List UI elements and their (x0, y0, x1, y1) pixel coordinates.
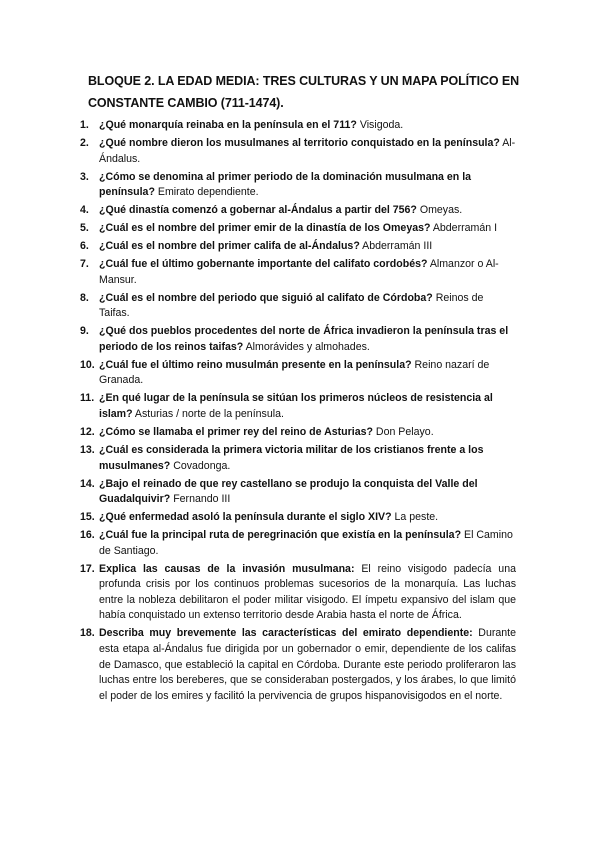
answer-text: Durante esta etapa al-Ándalus fue dirigida por un gobernador o emir, dependiente de los califas de Damasco, que estableció la capital en Córdoba. Durante este periodo proliferaron las luchas entre los bereberes, que se consideraban postergados, y los árabes, lo que limitó el poder de los emires y facilitó la pervivencia de grupos hispanovisigodos en el norte. (99, 627, 516, 702)
question-text: ¿Cuál es el nombre del primer emir de la dinastía de los Omeyas? (99, 222, 431, 235)
question-number: 8. (80, 291, 89, 304)
question-text: Explica las causas de la invasión musulmana: (99, 562, 355, 575)
question-item (80, 528, 516, 559)
question-item (80, 239, 516, 255)
answer-text: Covadonga. (173, 459, 231, 472)
question-item (80, 221, 516, 237)
question-text: ¿Qué monarquía reinaba en la península en el 711? (99, 119, 357, 131)
question-number: 18. (80, 627, 95, 640)
question-text: ¿Cuál es el nombre del periodo que siguió al califato de Córdoba? (99, 291, 433, 304)
question-item (80, 425, 516, 441)
page-title: BLOQUE 2. LA EDAD MEDIA: TRES CULTURAS Y UN MAPA POLÍTICO EN CONSTANTE CAMBIO (711-1474). (88, 74, 520, 110)
question-item (80, 443, 516, 474)
question-text: ¿Qué dinastía comenzó a gobernar al-Ándalus a partir del 756? (99, 204, 417, 217)
question-number: 3. (80, 170, 89, 183)
question-item (80, 626, 516, 704)
question-item (80, 257, 516, 288)
question-number: 12. (80, 425, 95, 438)
question-text: ¿Cómo se denomina al primer periodo de la dominación musulmana en la península? (99, 170, 472, 199)
question-text: ¿En qué lugar de la península se sitúan los primeros núcleos de resistencia al islam? (99, 392, 493, 420)
question-number: 17. (80, 562, 95, 575)
answer-text: Fernando III (173, 493, 231, 506)
question-item (80, 391, 516, 422)
question-number: 7. (80, 258, 89, 271)
question-number: 11. (80, 392, 95, 405)
question-number: 9. (80, 325, 89, 338)
answer-text: Visigoda. (359, 119, 404, 131)
question-number: 15. (80, 511, 95, 524)
question-number: 14. (80, 477, 95, 490)
question-number: 6. (80, 240, 89, 253)
answer-text: La peste. (394, 511, 439, 524)
question-number: 13. (80, 443, 95, 456)
question-number: 4. (80, 204, 89, 217)
answer-text: Al-Ándalus. (99, 136, 516, 165)
question-item (80, 562, 516, 624)
answer-text: Asturias / norte de la península. (134, 408, 284, 420)
question-text: Describa muy brevemente las características del emirato dependiente: (99, 627, 473, 640)
question-item (80, 170, 516, 201)
answer-text: Reinos de Taifas. (99, 291, 484, 320)
answer-text: El Camino de Santiago. (99, 529, 513, 557)
question-text: ¿Cuál es considerada la primera victoria militar de los cristianos frente a los musulmanes? (99, 443, 484, 472)
question-item (80, 203, 516, 219)
question-list (80, 118, 516, 707)
question-text: ¿Cuál es el nombre del primer califa de al-Ándalus? (99, 240, 360, 253)
question-number: 10. (80, 358, 95, 371)
question-item (80, 324, 516, 355)
answer-text: El reino visigodo padecía una profunda crisis por los continuos problemas sucesorios de la monarquía. Las luchas entre la nobleza debilitaron el poder militar visigodo. El ímpetu expansivo del islam que había conquistado un extenso territorio desde Arabia hasta el norte de África. (99, 562, 516, 622)
question-text: ¿Qué nombre dieron los musulmanes al territorio conquistado en la península? (99, 136, 500, 149)
question-text: ¿Cuál fue el último reino musulmán presente en la península? (99, 358, 412, 371)
question-number: 1. (80, 119, 89, 131)
question-text: ¿Qué enfermedad asoló la península durante el siglo XIV? (99, 511, 392, 524)
answer-text: Almorávides y almohades. (245, 340, 370, 353)
question-item (80, 136, 516, 167)
question-item (80, 358, 516, 389)
question-text: ¿Cuál fue la principal ruta de peregrinación que existía en la península? (99, 529, 462, 542)
question-number: 16. (80, 529, 95, 542)
question-item (80, 477, 516, 508)
answer-text: Reino nazarí de Granada. (99, 358, 490, 387)
question-text: ¿Cuál fue el último gobernante importante del califato cordobés? (99, 258, 428, 271)
answer-text: Almanzor o Al-Mansur. (99, 258, 499, 286)
question-item (80, 510, 516, 526)
answer-text: Emirato dependiente. (157, 186, 259, 199)
question-item (80, 291, 516, 322)
question-item (80, 118, 516, 134)
question-number: 2. (80, 136, 89, 149)
answer-text: Don Pelayo. (375, 425, 434, 438)
answer-text: Abderramán I (432, 222, 498, 235)
answer-text: Abderramán III (362, 240, 433, 253)
answer-text: Omeyas. (419, 204, 463, 217)
question-text: ¿Qué dos pueblos procedentes del norte de África invadieron la península tras el periodo de los reinos taifas? (99, 325, 509, 353)
question-text: ¿Bajo el reinado de que rey castellano se produjo la conquista del Valle del Guadalquivir? (99, 477, 478, 506)
question-text: ¿Cómo se llamaba el primer rey del reino de Asturias? (99, 425, 373, 438)
question-number: 5. (80, 222, 89, 235)
